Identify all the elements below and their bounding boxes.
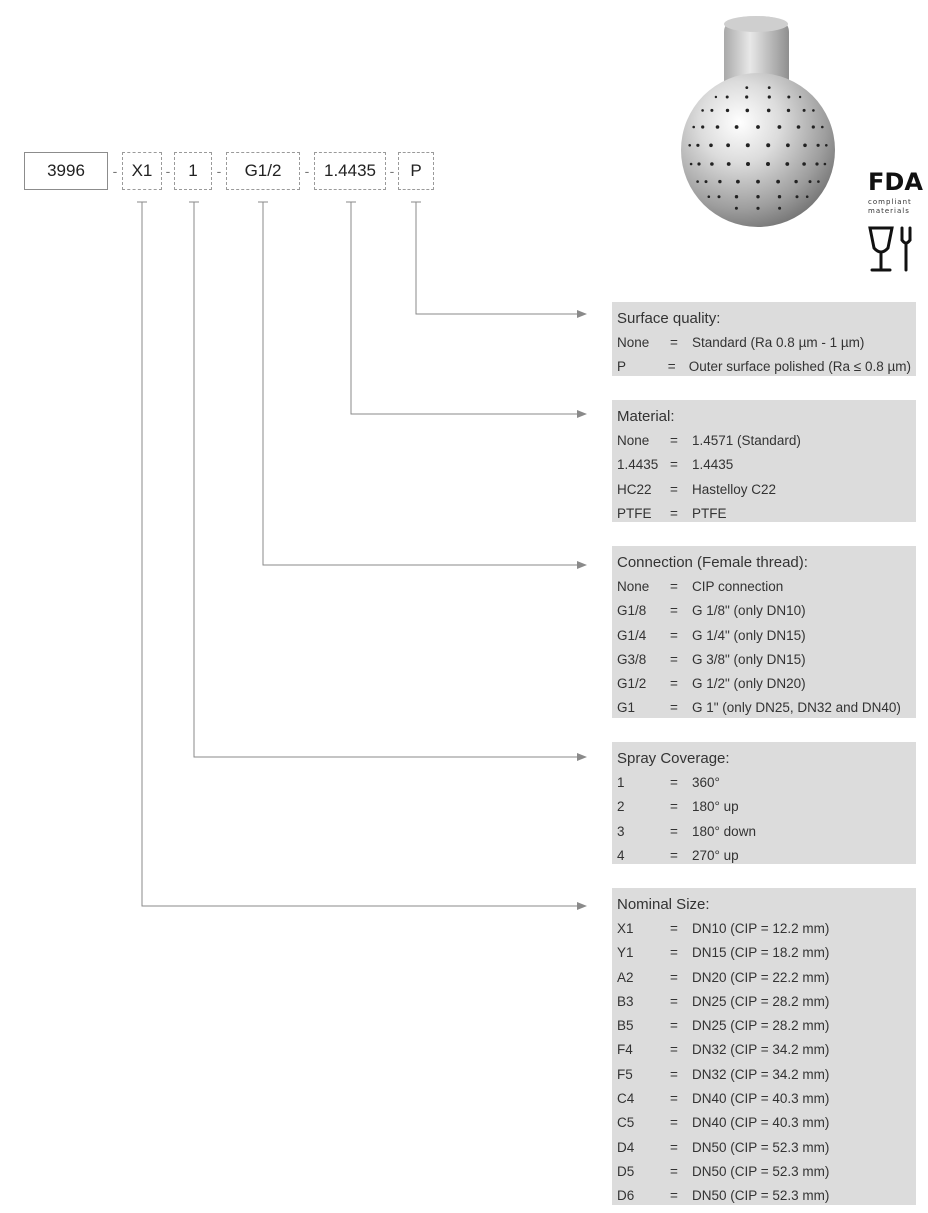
- option-row: [617, 453, 911, 477]
- option-val: G 1/8" (only DN10): [692, 603, 806, 619]
- option-eq: =: [670, 1115, 678, 1131]
- option-key: G1/8: [617, 603, 647, 619]
- option-key: 1: [617, 775, 625, 790]
- option-key: HC22: [617, 481, 652, 497]
- option-key: B5: [617, 1018, 634, 1034]
- option-val: G 1/2" (only DN20): [692, 676, 806, 692]
- panel-connection: [612, 546, 916, 718]
- option-val: DN50 (CIP = 52.3 mm): [692, 1163, 830, 1179]
- panel-material: [612, 400, 916, 522]
- option-val: DN32 (CIP = 34.2 mm): [692, 1066, 830, 1082]
- option-row: [617, 844, 911, 868]
- option-val: DN10 (CIP = 12.2 mm): [692, 921, 830, 936]
- option-eq: =: [670, 505, 678, 521]
- option-row: [617, 648, 911, 672]
- option-val: 1.4435: [692, 457, 734, 473]
- option-val: Hastelloy C22: [692, 481, 777, 497]
- option-key: D5: [617, 1163, 635, 1179]
- option-key: None: [617, 433, 650, 448]
- option-eq: =: [670, 823, 678, 839]
- option-val: DN32 (CIP = 34.2 mm): [692, 1042, 830, 1058]
- option-key: G1/2: [617, 676, 647, 692]
- fda-label: FDA: [868, 168, 923, 196]
- option-eq: =: [670, 993, 678, 1009]
- option-eq: =: [670, 1018, 678, 1034]
- option-row: [617, 1111, 911, 1135]
- option-row: [617, 941, 911, 965]
- option-val: DN40 (CIP = 40.3 mm): [692, 1091, 830, 1107]
- option-val: DN15 (CIP = 18.2 mm): [692, 945, 830, 961]
- option-row: [617, 917, 911, 941]
- option-key: 1.4435: [617, 457, 659, 473]
- option-key: None: [617, 335, 650, 350]
- option-key: D4: [617, 1139, 635, 1155]
- option-eq: =: [670, 433, 678, 448]
- option-key: B3: [617, 993, 634, 1009]
- option-val: Outer surface polished (Ra ≤ 0.8 µm): [688, 359, 911, 375]
- option-val: G 1" (only DN25, DN32 and DN40): [692, 700, 901, 716]
- option-val: DN50 (CIP = 52.3 mm): [692, 1188, 830, 1204]
- code-segment-material: 1.4435: [314, 152, 386, 190]
- option-key: F5: [617, 1066, 633, 1082]
- option-row: [617, 771, 911, 795]
- option-val: CIP connection: [692, 579, 784, 594]
- option-eq: =: [670, 627, 678, 643]
- option-val: Standard (Ra 0.8 µm - 1 µm): [692, 335, 865, 350]
- option-key: G1/4: [617, 627, 647, 643]
- option-row: [617, 795, 911, 819]
- option-row: [617, 429, 911, 453]
- option-val: DN25 (CIP = 28.2 mm): [692, 1018, 830, 1034]
- option-row: [617, 599, 911, 623]
- option-row: [617, 624, 911, 648]
- option-key: 4: [617, 847, 625, 863]
- option-key: 3: [617, 823, 625, 839]
- option-eq: =: [670, 1042, 678, 1058]
- option-key: F4: [617, 1042, 633, 1058]
- option-row: [617, 696, 911, 720]
- option-row: [617, 1136, 911, 1160]
- option-val: G 1/4" (only DN15): [692, 627, 806, 643]
- option-val: 270° up: [692, 847, 739, 863]
- option-key: PTFE: [617, 505, 652, 521]
- fda-sub-label: compliant materials: [868, 198, 912, 215]
- panel-title: Material:: [617, 408, 675, 425]
- code-separator: -: [112, 163, 118, 179]
- glass-fork-icon: [866, 224, 918, 274]
- option-eq: =: [670, 651, 678, 667]
- option-eq: =: [670, 700, 678, 716]
- option-val: 180° up: [692, 799, 739, 815]
- option-val: G 3/8" (only DN15): [692, 651, 806, 667]
- connector-spray: [194, 202, 586, 757]
- option-eq: =: [670, 603, 678, 619]
- option-eq: =: [670, 1139, 678, 1155]
- option-row: [617, 1038, 911, 1062]
- panel-title: Connection (Female thread):: [617, 554, 808, 571]
- option-key: A2: [617, 969, 634, 985]
- option-eq: =: [670, 457, 678, 473]
- option-val: DN40 (CIP = 40.3 mm): [692, 1115, 830, 1131]
- option-eq: =: [667, 359, 676, 375]
- option-key: G1: [617, 700, 636, 716]
- panel-nominal-size: [612, 888, 916, 1205]
- option-row: [617, 1184, 911, 1208]
- option-row: [617, 331, 911, 355]
- option-row: [617, 575, 911, 599]
- option-key: C5: [617, 1115, 635, 1131]
- code-separator: -: [389, 163, 395, 179]
- code-separator: -: [165, 163, 171, 179]
- option-val: DN25 (CIP = 28.2 mm): [692, 993, 830, 1009]
- connector-surface: [416, 202, 586, 314]
- option-key: C4: [617, 1091, 635, 1107]
- option-eq: =: [670, 1066, 678, 1082]
- option-eq: =: [670, 775, 678, 790]
- connector-connection: [263, 202, 586, 565]
- option-val: 180° down: [692, 823, 756, 839]
- option-eq: =: [670, 676, 678, 692]
- option-row: [617, 1160, 911, 1184]
- connector-nominal: [142, 202, 586, 906]
- panel-title: Surface quality:: [617, 310, 721, 327]
- panel-title: Nominal Size:: [617, 896, 710, 913]
- option-eq: =: [670, 945, 678, 961]
- code-separator: -: [304, 163, 310, 179]
- option-eq: =: [670, 1188, 678, 1204]
- option-eq: =: [670, 1163, 678, 1179]
- option-val: DN20 (CIP = 22.2 mm): [692, 969, 830, 985]
- option-key: 2: [617, 799, 625, 815]
- option-row: [617, 502, 911, 526]
- option-row: [617, 478, 911, 502]
- code-segment-surface: P: [398, 152, 434, 190]
- option-key: X1: [617, 921, 634, 936]
- option-key: Y1: [617, 945, 634, 961]
- option-val: PTFE: [692, 505, 727, 521]
- option-val: DN50 (CIP = 52.3 mm): [692, 1139, 830, 1155]
- option-key: D6: [617, 1188, 635, 1204]
- code-separator: -: [216, 163, 222, 179]
- panel-spray-coverage: [612, 742, 916, 864]
- option-eq: =: [670, 579, 678, 594]
- panel-surface-quality: [612, 302, 916, 376]
- option-key: None: [617, 579, 650, 594]
- option-row: [617, 672, 911, 696]
- code-base: 3996: [24, 152, 108, 190]
- option-eq: =: [670, 969, 678, 985]
- code-segment-connection: G1/2: [226, 152, 300, 190]
- option-eq: =: [670, 799, 678, 815]
- panel-title: Spray Coverage:: [617, 750, 730, 767]
- option-eq: =: [670, 481, 678, 497]
- option-row: [617, 820, 911, 844]
- option-eq: =: [670, 1091, 678, 1107]
- option-row: [617, 355, 911, 379]
- option-row: [617, 966, 911, 990]
- code-segment-nominal-size: X1: [122, 152, 162, 190]
- code-segment-spray-coverage: 1: [174, 152, 212, 190]
- option-val: 1.4571 (Standard): [692, 433, 801, 448]
- option-val: 360°: [692, 775, 720, 790]
- option-eq: =: [670, 921, 678, 936]
- option-key: P: [617, 359, 627, 375]
- option-eq: =: [670, 335, 678, 350]
- connector-material: [351, 202, 586, 414]
- option-row: [617, 1063, 911, 1087]
- option-eq: =: [670, 847, 678, 863]
- option-row: [617, 990, 911, 1014]
- option-key: G3/8: [617, 651, 647, 667]
- option-row: [617, 1087, 911, 1111]
- option-row: [617, 1014, 911, 1038]
